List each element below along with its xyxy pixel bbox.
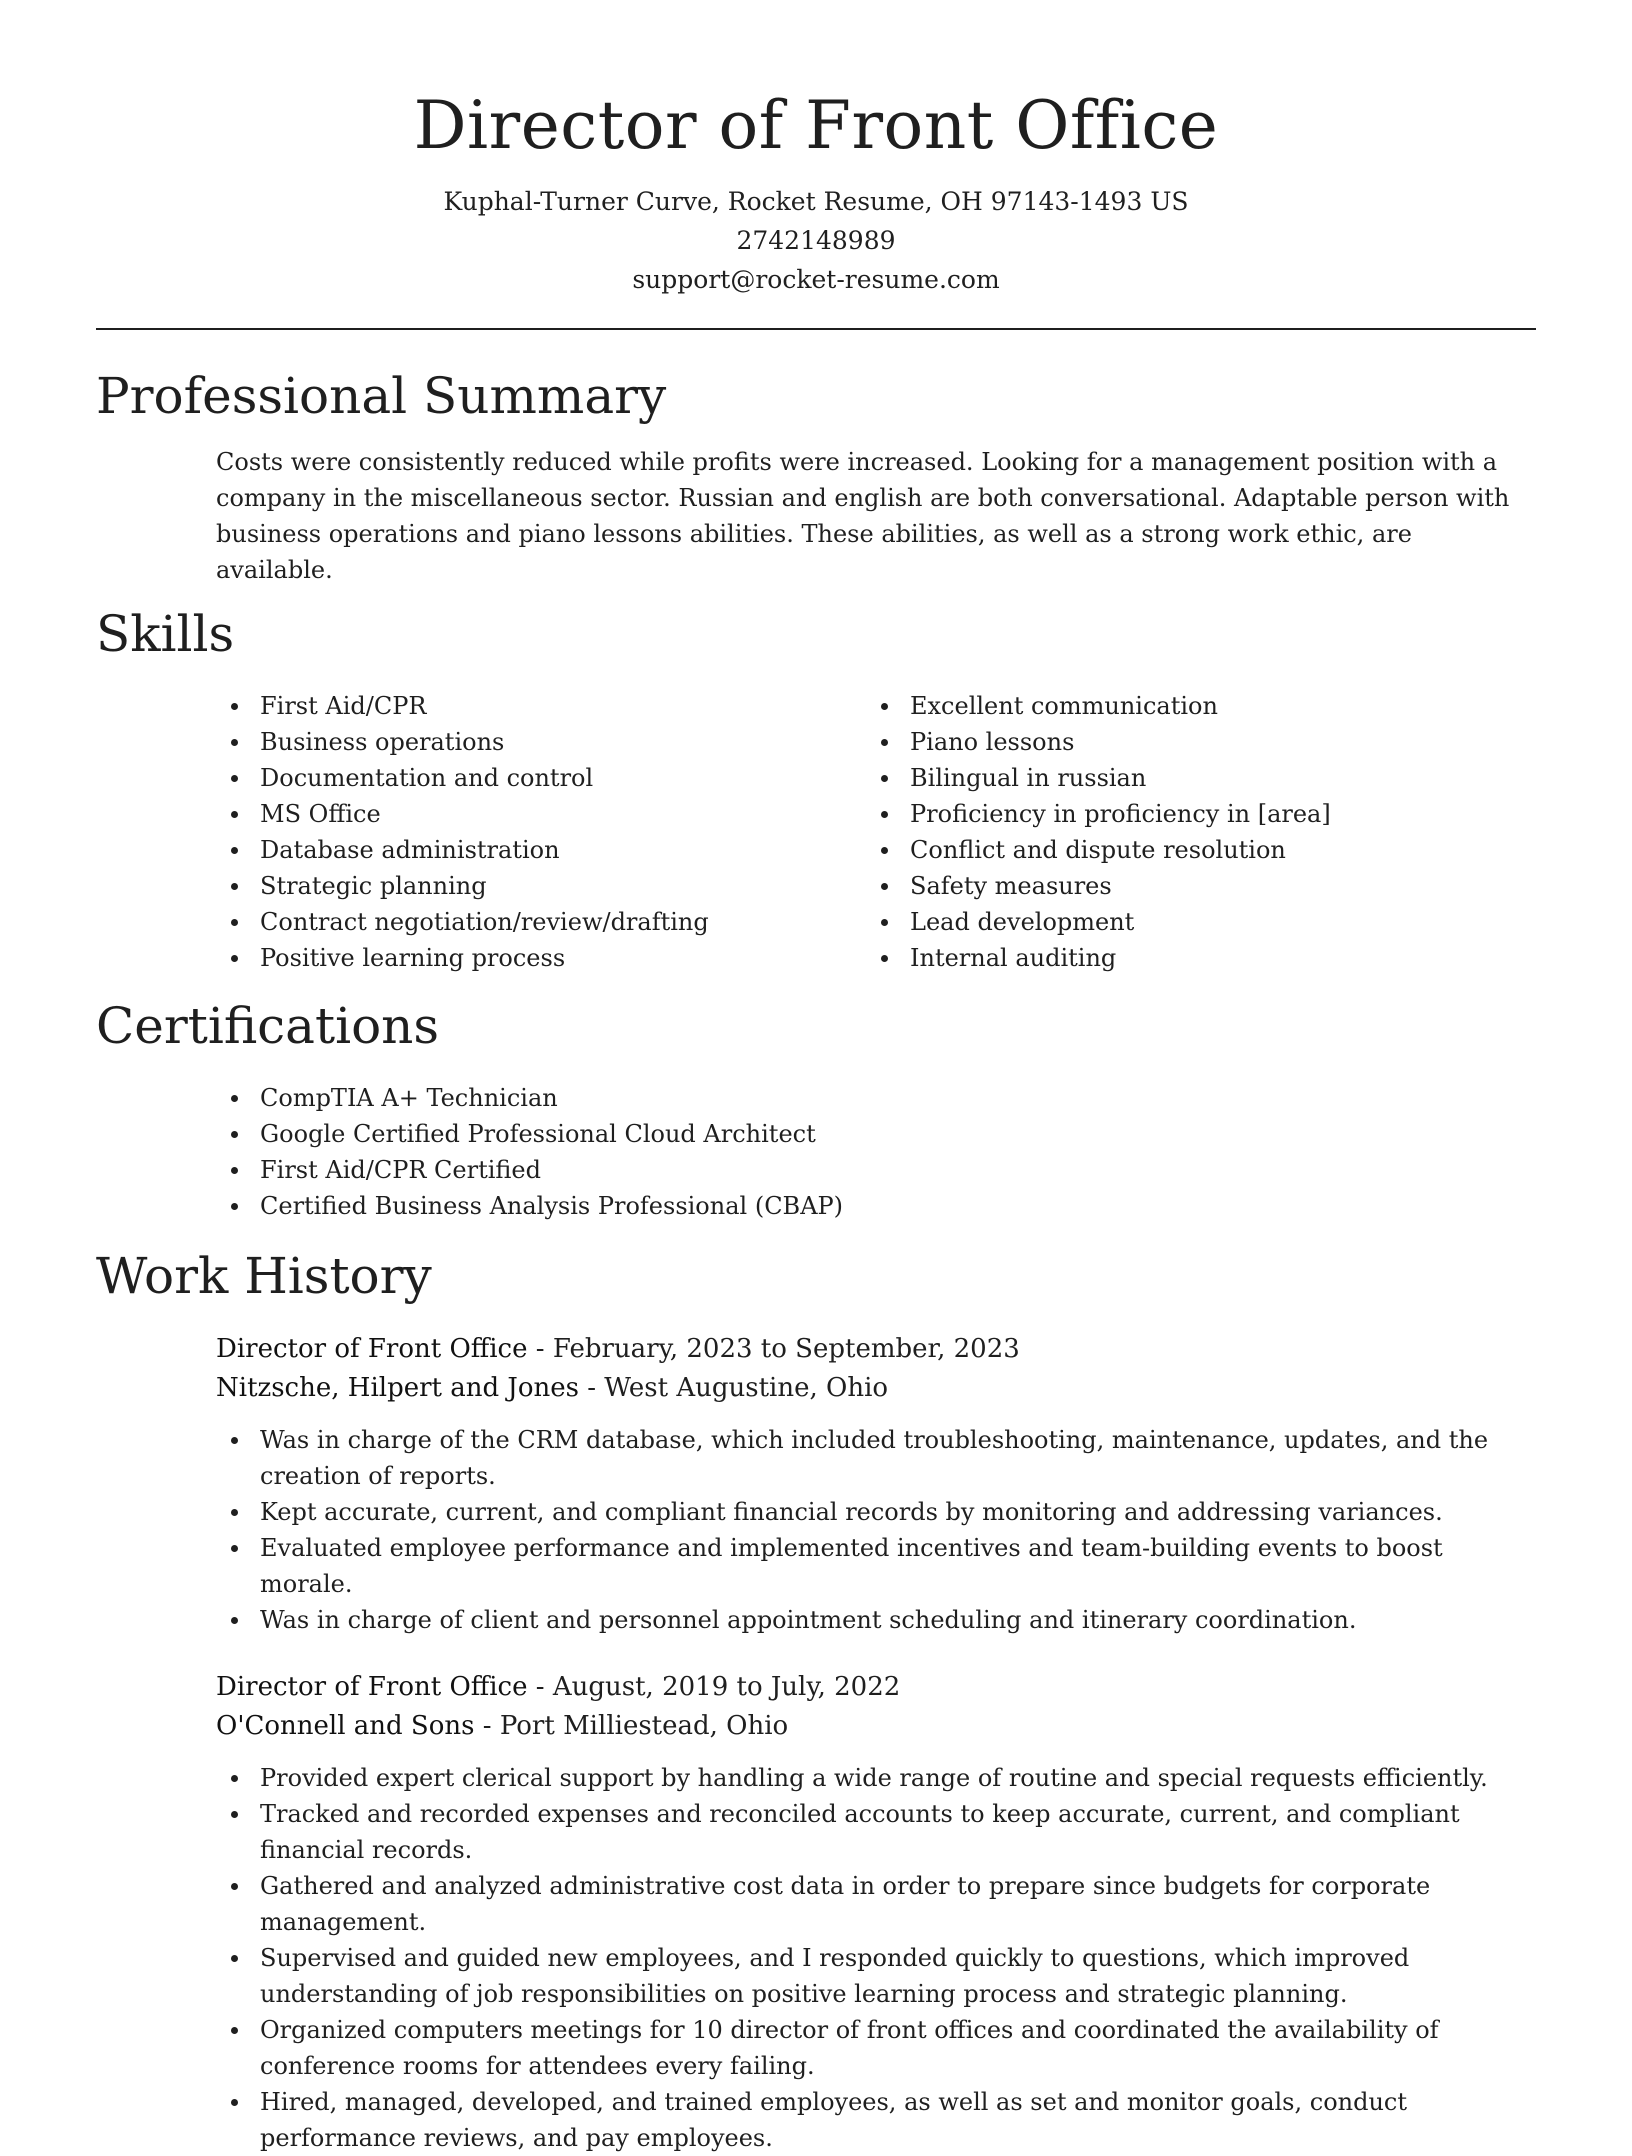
candidate-name: Director of Front Office (413, 87, 1219, 164)
section-heading-work-history: Work History (96, 1247, 432, 1305)
skills-columns (216, 688, 1536, 976)
skill-item: Conflict and dispute resolution (866, 832, 1516, 868)
job-bullet: Gathered and analyzed administrative cost data in order to prepare since budgets for corporate management. (216, 1868, 1536, 1940)
job-location: West Augustine, Ohio (604, 1373, 889, 1403)
job-separator: - (482, 1711, 500, 1741)
skill-item: Business operations (216, 724, 866, 760)
job-separator: - (587, 1373, 605, 1403)
job-bullet: Tracked and recorded expenses and reconciled accounts to keep accurate, current, and compliant financial records. (216, 1796, 1536, 1868)
section-heading-skills: Skills (96, 605, 235, 663)
contact-phone: 2742148989 (736, 226, 896, 255)
job-dates: February, 2023 to September, 2023 (552, 1334, 1020, 1364)
skill-item: Proficiency in proficiency in [area] (866, 796, 1516, 832)
certifications-list (216, 1080, 1536, 1224)
job-company: O'Connell and Sons (216, 1711, 475, 1741)
skill-item: Excellent communication (866, 688, 1516, 724)
job-bullet: Was in charge of client and personnel appointment scheduling and itinerary coordination. (216, 1602, 1536, 1638)
job-title-line (216, 1330, 1536, 1369)
job-bullet: Kept accurate, current, and compliant financial records by monitoring and addressing variances. (216, 1494, 1536, 1530)
contact-info (96, 182, 1536, 299)
job-title-line (216, 1668, 1536, 1707)
job-separator: - (535, 1334, 553, 1364)
job-company-line (216, 1707, 1536, 1746)
job-entry (96, 1668, 1536, 2156)
skill-item: Contract negotiation/review/drafting (216, 904, 866, 940)
job-bullet: Evaluated employee performance and implemented incentives and team-building events to boost morale. (216, 1530, 1536, 1602)
job-bullets (216, 1422, 1536, 1638)
job-bullet: Provided expert clerical support by handling a wide range of routine and special requests efficiently. (216, 1760, 1536, 1796)
certification-item: CompTIA A+ Technician (216, 1080, 1536, 1116)
resume-header (96, 0, 1536, 330)
job-bullet: Hired, managed, developed, and trained employees, as well as set and monitor goals, conduct performance reviews, and pay employees. (216, 2084, 1536, 2156)
summary-text: Costs were consistently reduced while profits were increased. Looking for a management position with a company in the miscellaneous sector. Russian and english are both conversational. Adaptable person with business operations and piano lessons abilities. These abilities, as well as a strong work ethic, are available. (216, 448, 1510, 584)
contact-address: Kuphal-Turner Curve, Rocket Resume, OH 97143-1493 US (443, 187, 1189, 216)
skills-list-left (216, 688, 866, 976)
job-company: Nitzsche, Hilpert and Jones (216, 1373, 579, 1403)
skills-list-right (866, 688, 1516, 976)
job-bullets (216, 1760, 1536, 2156)
skill-item: First Aid/CPR (216, 688, 866, 724)
job-entry (96, 1330, 1536, 1638)
skill-item: Internal auditing (866, 940, 1516, 976)
section-heading-certifications: Certifications (96, 997, 440, 1055)
job-bullet: Supervised and guided new employees, and I responded quickly to questions, which improved understanding of job responsibilities on positive learning process and strategic planning. (216, 1940, 1536, 2012)
skill-item: Strategic planning (216, 868, 866, 904)
job-location: Port Milliestead, Ohio (499, 1711, 789, 1741)
contact-email: support@rocket-resume.com (632, 265, 1000, 294)
skill-item: MS Office (216, 796, 866, 832)
job-bullet: Was in charge of the CRM database, which included troubleshooting, maintenance, updates, and the creation of reports. (216, 1422, 1536, 1494)
certification-item: First Aid/CPR Certified (216, 1152, 1536, 1188)
header-divider (96, 328, 1536, 330)
job-bullet: Organized computers meetings for 10 director of front offices and coordinated the availability of conference rooms for attendees every failing. (216, 2012, 1536, 2084)
job-separator: - (535, 1672, 553, 1702)
skill-item: Documentation and control (216, 760, 866, 796)
skill-item: Piano lessons (866, 724, 1516, 760)
job-title: Director of Front Office (216, 1334, 528, 1364)
certification-item: Certified Business Analysis Professional (CBAP) (216, 1188, 1536, 1224)
job-title: Director of Front Office (216, 1672, 528, 1702)
job-company-line (216, 1369, 1536, 1408)
skill-item: Lead development (866, 904, 1516, 940)
skill-item: Positive learning process (216, 940, 866, 976)
resume-page (96, 0, 1536, 2156)
skill-item: Safety measures (866, 868, 1516, 904)
certification-item: Google Certified Professional Cloud Architect (216, 1116, 1536, 1152)
skill-item: Bilingual in russian (866, 760, 1516, 796)
section-heading-summary: Professional Summary (96, 367, 667, 425)
job-dates: August, 2019 to July, 2022 (552, 1672, 901, 1702)
skill-item: Database administration (216, 832, 866, 868)
